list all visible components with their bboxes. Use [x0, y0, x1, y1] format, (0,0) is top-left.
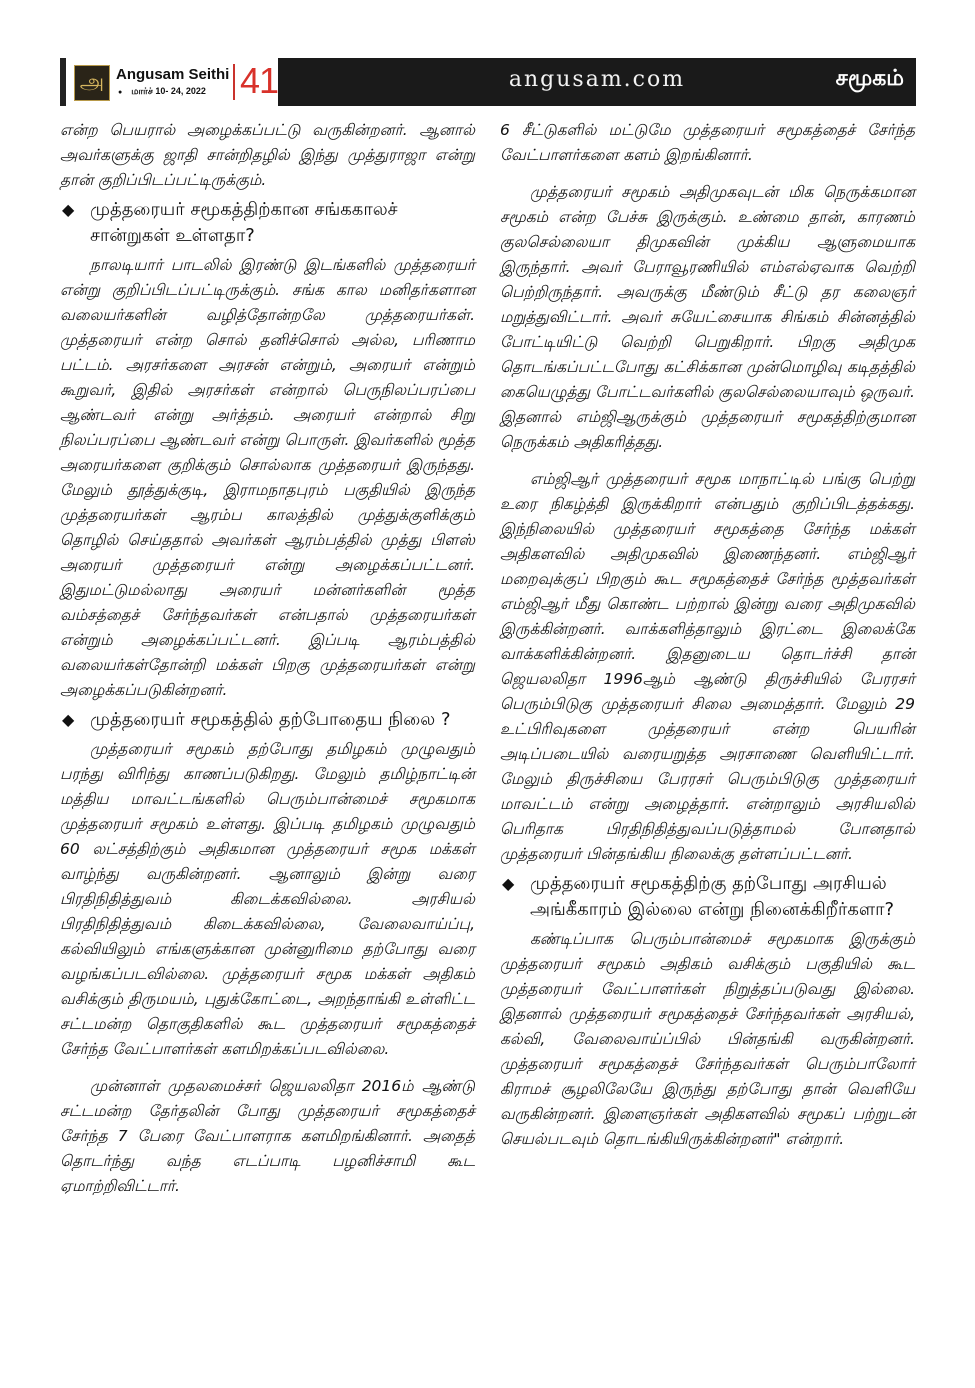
page-number: 41 — [240, 60, 279, 101]
angusam-logo: அ — [74, 65, 110, 101]
question-heading — [500, 871, 915, 923]
issue-date: ● மார்ச் 10- 24, 2022 — [124, 86, 206, 98]
paragraph: முன்னாள் முதலமைச்சர் ஜெயலலிதா 2016ம் ஆண்டு சட்டமன்ற தேர்தலின் போது முத்தரையர் சமூகத்தைச் சேர்ந்த 7 பேரை வேட்பாளராக களமிறங்கினார். அதைத் தொடர்ந்து வந்த எடப்பாடி பழனிச்சாமி கூட ஏமாற்றிவிட்டார். — [60, 1077, 475, 1195]
header-banner — [278, 58, 916, 106]
paragraph: முத்தரையர் சமூகம் அதிமுகவுடன் மிக நெருக்கமான சமூகம் என்ற பேச்சு இருக்கும். உண்மை தான், காரணம் குலசெல்லையா திமுகவின் முக்கிய ஆளுமையாக இருந்தார். அவர் பேராவூரணியில் எம்எல்ஏவாக வெற்றி பெற்றிருந்தார். அவருக்கு மீண்டும் சீட்டு தர கலைஞர் மறுத்துவிட்டார். அவர் சுயேட்சையாக சிங்கம் சின்னத்தில் போட்டியிட்டு வெற்றி பெறுகிறார். பிறகு அதிமுக தொடங்கப்பட்டபோது கட்சிக்கான முன்மொழிவு கடிதத்தில் கையெழுத்து போட்டவர்களில் குலசெல்லையாவும் ஒருவர். இதனால் எம்ஜிஆருக்கும் முத்தரையர் சமூகத்திற்குமான நெருக்கம் அதிகரித்தது. — [500, 183, 915, 451]
brand-name: Angusam Seithi — [116, 66, 230, 83]
page-header — [60, 58, 916, 106]
heading-text: முத்தரையர் சமூகத்திற்கு தற்போது அரசியல் அங்கீகாரம் இல்லை என்று நினைக்கிறீர்களா? — [530, 873, 895, 920]
paragraph: 6 சீட்டுகளில் மட்டுமே முத்தரையர் சமூகத்தைச் சேர்ந்த வேட்பாளர்களை களம் இறங்கினார். — [500, 121, 915, 164]
heading-text: முத்தரையர் சமூகத்தில் தற்போதைய நிலை ? — [90, 709, 451, 730]
question-heading — [60, 707, 475, 733]
paragraph: முத்தரையர் சமூகம் தற்போது தமிழகம் முழுவதும் பரந்து விரிந்து காணப்படுகிறது. மேலும் தமிழ்நாட்டின் மத்திய மாவட்டங்களில் பெரும்பான்மைச் சமூகமாக முத்தரையர் சமூகம் உள்ளது. இப்படி தமிழகம் முழுவதும் 60 லட்சத்திற்கும் அதிகமான முத்தரையர் சமூக மக்கள் வாழ்ந்து வருகின்றனர். ஆனாலும் இன்று வரை பிரதிநிதித்துவம் கிடைக்கவில்லை. அரசியல் பிரதிநிதித்துவம் கிடைக்கவில்லை, வேலைவாய்ப்பு, கல்வியிலும் எங்களுக்கான முன்னுரிமை தற்போது வரை வழங்கப்படவில்லை. முத்தரையர் சமூக மக்கள் அதிகம் வசிக்கும் திருமயம், புதுக்கோட்டை, அறந்தாங்கி உள்ளிட்ட சட்டமன்ற தொகுதிகளில் கூட முத்தரையர் சமூகத்தைச் சேர்ந்த வேட்பாளர்கள் களமிறக்கப்படவில்லை. — [60, 740, 475, 1058]
diamond-bullet-icon: ◆ — [62, 200, 75, 219]
diamond-bullet-icon: ◆ — [502, 874, 515, 893]
right-column — [500, 118, 915, 1152]
question-heading — [60, 197, 475, 249]
heading-text: முத்தரையர் சமூகத்திற்கான சங்ககாலச் சான்றுகள் உள்ளதா? — [90, 199, 398, 246]
diamond-bullet-icon: ◆ — [62, 710, 75, 729]
paragraph: கண்டிப்பாக பெரும்பான்மைச் சமூகமாக இருக்கும் முத்தரையர் சமூகம் அதிகம் வசிக்கும் பகுதியில் கூட முத்தரையர் வேட்பாளர்கள் நிறுத்தப்படுவது இல்லை. இதனால் முத்தரையர் சமூகத்தைச் சேர்ந்தவர்கள் அரசியல், கல்வி, வேலைவாய்ப்பில் பின்தங்கி வருகின்றனர். முத்தரையர் சமூகத்தைச் சேர்ந்தவர்கள் பெரும்பாலோர் கிராமச் சூழலிலேயே இருந்து தற்போது தான் வெளியே வருகின்றனர். இளைஞர்கள் அதிகளவில் சமூகப் பற்றுடன் செயல்படவும் தொடங்கியிருக்கின்றனர்" என்றார். — [500, 930, 915, 1148]
section-title: சமூகம் — [835, 66, 904, 91]
paragraph: நாலடியார் பாடலில் இரண்டு இடங்களில் முத்தரையர் என்று குறிப்பிடப்பட்டிருக்கும். சங்க கால மனிதர்களான வலையர்களின் வழித்தோன்றலே முத்தரையர்கள். முத்தரையர் என்ற சொல் தனிச்சொல் அல்ல, பரிணாம பட்டம். அரசர்களை அரசன் என்றும், அரையர் என்றும் கூறுவர், இதில் அரசர்கள் என்றால் பெருநிலப்பரப்பை ஆண்டவர் என்று அர்த்தம். அரையர் என்றால் சிறு நிலப்பரப்பை ஆண்டவர் என்று பொருள். இவர்களில் மூத்த அரையர்களை குறிக்கும் சொல்லாக முத்தரையர் இருந்தது. மேலும் தூத்துக்குடி, இராமநாதபுரம் பகுதியில் இருந்த முத்தரையர்கள் ஆரம்ப காலத்தில் முத்துக்குளிக்கும் தொழில் செய்ததால் அவர்கள் ஆரம்பத்தில் முத்து பிளஸ் அரையர் முத்தரையர் என்று அழைக்கப்பட்டனர். இதுமட்டுமல்லாது அரையர் மன்னர்களின் மூத்த வம்சத்தைச் சேர்ந்தவர்கள் என்பதால் முத்தரையர்கள் என்றும் அழைக்கப்பட்டனர். இப்படி ஆரம்பத்தில் வலையர்கள்தோன்றி மக்கள் பிறகு முத்தரையர்கள் என்று அழைக்கப்படுகின்றனர். — [60, 256, 475, 699]
left-column — [60, 118, 475, 1199]
site-name: angusam.com — [508, 67, 686, 92]
paragraph: எம்ஜிஆர் முத்தரையர் சமூக மாநாட்டில் பங்கு பெற்று உரை நிகழ்த்தி இருக்கிறார் என்பதும் குறிப்பிடத்தக்கது. இந்நிலையில் முத்தரையர் சமூகத்தை சேர்ந்த மக்கள் அதிகளவில் அதிமுகவில் இணைந்தனர். எம்ஜிஆர் மறைவுக்குப் பிறகும் கூட சமூகத்தைச் சேர்ந்த மூத்தவர்கள் எம்ஜிஆர் மீது கொண்ட பற்றால் இன்று வரை அதிமுகவில் இருக்கின்றனர். வாக்களித்தாலும் இரட்டை இலைக்கே வாக்களிக்கின்றனர். இதனுடைய தொடர்ச்சி தான் ஜெயலலிதா 1996ஆம் ஆண்டு திருச்சியில் பேரரசர் பெரும்பிடுகு முத்தரையர் சிலை அமைத்தார். மேலும் 29 உட்பிரிவுகளை முத்தரையர் என்ற பெயரின் அடிப்படையில் வரையறுத்த அரசாணை வெளியிட்டார். மேலும் திருச்சியை பேரரசர் பெரும்பிடுகு முத்தரையர் மாவட்டம் என்று அழைத்தார். என்றாலும் அரசியலில் பெரிதாக பிரதிநிதித்துவப்படுத்தாமல் போனதால் முத்தரையர் பின்தங்கிய நிலைக்கு தள்ளப்பட்டனர். — [500, 470, 915, 863]
divider — [233, 64, 235, 100]
header-left-bar — [60, 58, 66, 106]
paragraph: என்ற பெயரால் அழைக்கப்பட்டு வருகின்றனர். ஆனால் அவர்களுக்கு ஜாதி சான்றிதழில் இந்து முத்துராஜா என்று தான் குறிப்பிடப்பட்டிருக்கும். — [60, 121, 475, 189]
